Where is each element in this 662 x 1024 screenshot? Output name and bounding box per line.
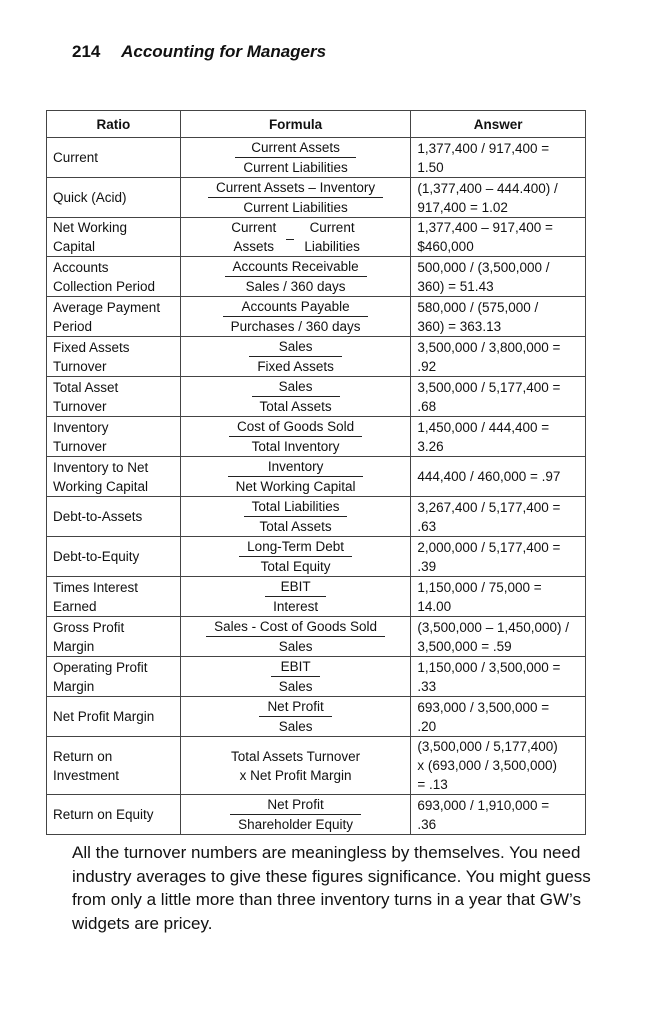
- answer-cell: [411, 657, 586, 697]
- answer-line: 693,000 / 3,500,000 =: [417, 699, 550, 715]
- ratio-name-line: Times Interest: [53, 579, 139, 595]
- answer-cell: [411, 497, 586, 537]
- table-row: [47, 697, 586, 737]
- formula-cell: [180, 697, 411, 737]
- table-row: [47, 178, 586, 218]
- answer-line: = .13: [417, 777, 448, 792]
- formula-numerator: Net Profit: [259, 697, 331, 717]
- ratio-name-line: Turnover: [53, 358, 107, 374]
- answer-line: .68: [417, 398, 437, 414]
- table-row: [47, 337, 586, 377]
- formula-fraction: [249, 337, 342, 376]
- answer-line: 3,267,400 / 5,177,400 =: [417, 499, 561, 515]
- formula-difference: [231, 218, 360, 256]
- answer-line: 444,400 / 460,000 = .97: [417, 469, 561, 484]
- ratio-name-cell: [47, 457, 181, 497]
- formula-term-line: Current: [231, 220, 277, 235]
- formula-numerator: Sales - Cost of Goods Sold: [206, 617, 385, 637]
- table-row: [47, 257, 586, 297]
- formula-text: [231, 747, 360, 785]
- ratio-name-cell: [47, 697, 181, 737]
- answer-line: 693,000 / 1,910,000 =: [417, 797, 550, 813]
- formula-cell: [180, 577, 411, 617]
- ratio-name-cell: [47, 377, 181, 417]
- formula-cell: [180, 377, 411, 417]
- formula-fraction: [225, 257, 367, 296]
- formula-fraction: [235, 138, 355, 177]
- formula-denominator: Total Assets: [259, 399, 332, 414]
- answer-cell: [411, 138, 586, 178]
- formula-cell: [180, 178, 411, 218]
- formula-fraction: [228, 457, 364, 496]
- minus-sign: [286, 239, 294, 240]
- formula-cell: [180, 218, 411, 257]
- formula-cell: [180, 617, 411, 657]
- ratio-name-line: Current: [53, 150, 99, 165]
- formula-denominator: Interest: [273, 599, 319, 614]
- formula-cell: [180, 795, 411, 835]
- formula-numerator: Current Assets: [235, 138, 355, 158]
- ratio-name-line: Capital: [53, 239, 96, 254]
- answer-cell: [411, 337, 586, 377]
- ratio-name-cell: [47, 257, 181, 297]
- table-row: [47, 577, 586, 617]
- formula-fraction: [229, 417, 362, 456]
- formula-denominator: Sales / 360 days: [245, 279, 346, 294]
- ratio-name-line: Debt-to-Assets: [53, 509, 143, 524]
- formula-denominator: Current Liabilities: [243, 200, 348, 215]
- answer-line: 917,400 = 1.02: [417, 199, 508, 215]
- ratio-name-line: Accounts: [53, 259, 109, 275]
- ratio-table: [46, 110, 586, 835]
- formula-numerator: Long-Term Debt: [239, 537, 352, 557]
- formula-term: [231, 218, 276, 256]
- table-row: [47, 737, 586, 795]
- ratio-name-cell: [47, 337, 181, 377]
- formula-numerator: Sales: [249, 337, 342, 357]
- page-number: 214: [72, 42, 101, 61]
- answer-cell: [411, 795, 586, 835]
- answer-line: .33: [417, 678, 437, 694]
- answer-line: 3,500,000 / 5,177,400 =: [417, 379, 561, 395]
- answer-line: 3.26: [417, 438, 444, 454]
- ratio-name-cell: [47, 657, 181, 697]
- page-header: [72, 42, 326, 62]
- answer-line: (3,500,000 / 5,177,400): [417, 739, 558, 754]
- formula-fraction: [208, 178, 383, 217]
- formula-numerator: EBIT: [265, 577, 326, 597]
- answer-cell: [411, 537, 586, 577]
- ratio-name-line: Average Payment: [53, 299, 161, 315]
- ratio-name-line: Inventory to Net: [53, 459, 149, 475]
- ratio-name-line: Net Profit Margin: [53, 709, 155, 724]
- ratio-name-line: Turnover: [53, 398, 107, 414]
- formula-denominator: Total Equity: [260, 559, 331, 574]
- formula-fraction: [271, 657, 321, 696]
- answer-line: 1,377,400 / 917,400 =: [417, 140, 550, 156]
- formula-numerator: Cost of Goods Sold: [229, 417, 362, 437]
- formula-cell: [180, 497, 411, 537]
- formula-numerator: Accounts Receivable: [225, 257, 367, 277]
- answer-cell: [411, 457, 586, 497]
- formula-numerator: Accounts Payable: [223, 297, 369, 317]
- answer-cell: [411, 218, 586, 257]
- formula-cell: [180, 457, 411, 497]
- formula-numerator: Inventory: [228, 457, 364, 477]
- column-header-formula: Formula: [180, 111, 411, 138]
- answer-line: 3,500,000 = .59: [417, 638, 512, 654]
- ratio-name-line: Working Capital: [53, 478, 149, 494]
- ratio-name-line: Period: [53, 318, 93, 334]
- ratio-name-cell: [47, 617, 181, 657]
- formula-fraction: [239, 537, 352, 576]
- formula-cell: [180, 417, 411, 457]
- answer-cell: [411, 417, 586, 457]
- book-title: Accounting for Managers: [121, 42, 327, 61]
- table-row: [47, 795, 586, 835]
- formula-fraction: [223, 297, 369, 336]
- ratio-name-line: Net Working: [53, 220, 128, 235]
- formula-cell: [180, 337, 411, 377]
- ratio-name-cell: [47, 138, 181, 178]
- formula-fraction: [252, 377, 340, 416]
- ratio-name-cell: [47, 218, 181, 257]
- formula-cell: [180, 297, 411, 337]
- table-row: [47, 537, 586, 577]
- answer-line: x (693,000 / 3,500,000): [417, 758, 557, 773]
- ratio-name-cell: [47, 497, 181, 537]
- formula-denominator: Fixed Assets: [257, 359, 334, 374]
- answer-line: 1,377,400 – 917,400 =: [417, 220, 553, 235]
- column-header-ratio: Ratio: [47, 111, 181, 138]
- formula-cell: [180, 737, 411, 795]
- formula-term: [304, 218, 360, 256]
- ratio-name-line: Gross Profit: [53, 619, 125, 635]
- formula-denominator: Sales: [278, 679, 313, 694]
- ratio-name-cell: [47, 297, 181, 337]
- answer-line: 1,450,000 / 444,400 =: [417, 419, 550, 435]
- formula-numerator: Sales: [252, 377, 340, 397]
- answer-line: 360) = 363.13: [417, 318, 502, 334]
- formula-numerator: Current Assets – Inventory: [208, 178, 383, 198]
- ratio-name-line: Total Asset: [53, 379, 119, 395]
- ratio-name-line: Turnover: [53, 438, 107, 454]
- formula-term-line: Assets: [233, 239, 275, 254]
- answer-line: 360) = 51.43: [417, 278, 494, 294]
- table-row: [47, 218, 586, 257]
- answer-cell: [411, 577, 586, 617]
- formula-line: x Net Profit Margin: [239, 767, 352, 783]
- table-row: [47, 138, 586, 178]
- answer-line: .20: [417, 718, 437, 734]
- ratio-name-line: Inventory: [53, 419, 109, 435]
- table-row: [47, 617, 586, 657]
- ratio-name-cell: [47, 417, 181, 457]
- column-header-answer: Answer: [411, 111, 586, 138]
- answer-cell: [411, 617, 586, 657]
- ratio-name-cell: [47, 795, 181, 835]
- ratio-name-line: Investment: [53, 767, 120, 783]
- answer-line: 14.00: [417, 598, 452, 614]
- ratio-name-line: Margin: [53, 638, 95, 654]
- table-row: [47, 417, 586, 457]
- formula-denominator: Sales: [278, 639, 313, 654]
- ratio-name-line: Return on: [53, 748, 113, 764]
- formula-cell: [180, 138, 411, 178]
- ratio-name-cell: [47, 537, 181, 577]
- answer-line: (1,377,400 – 444.400) /: [417, 180, 558, 196]
- answer-cell: [411, 297, 586, 337]
- formula-term-line: Current: [309, 220, 355, 235]
- table-header-row: [47, 111, 586, 138]
- ratio-name-line: Fixed Assets: [53, 339, 130, 355]
- ratio-name-line: Return on Equity: [53, 807, 154, 822]
- ratio-name-line: Quick (Acid): [53, 190, 127, 205]
- formula-cell: [180, 257, 411, 297]
- answer-line: .63: [417, 518, 437, 534]
- table-row: [47, 457, 586, 497]
- answer-line: (3,500,000 – 1,450,000) /: [417, 619, 570, 635]
- answer-line: 500,000 / (3,500,000 /: [417, 259, 550, 275]
- formula-fraction: [206, 617, 385, 656]
- answer-line: .36: [417, 816, 437, 832]
- answer-cell: [411, 737, 586, 795]
- answer-line: 3,500,000 / 3,800,000 =: [417, 339, 561, 355]
- ratio-name-line: Margin: [53, 678, 95, 694]
- answer-line: .39: [417, 558, 437, 574]
- formula-term-line: Liabilities: [304, 239, 360, 254]
- answer-line: 1.50: [417, 159, 444, 175]
- formula-denominator: Purchases / 360 days: [230, 319, 361, 334]
- ratio-name-cell: [47, 577, 181, 617]
- ratio-table-body: [47, 138, 586, 835]
- table-row: [47, 377, 586, 417]
- body-paragraph: All the turnover numbers are meaningless by themselves. You need industry averages to give these figures significance. You might guess from only a little more than three inventory turns in a year that GW’s widgets are pricey.: [72, 843, 591, 933]
- formula-numerator: Total Liabilities: [244, 497, 348, 517]
- answer-line: 580,000 / (575,000 /: [417, 299, 539, 315]
- table-row: [47, 297, 586, 337]
- answer-line: 2,000,000 / 5,177,400 =: [417, 539, 561, 555]
- answer-cell: [411, 377, 586, 417]
- answer-cell: [411, 697, 586, 737]
- ratio-name-cell: [47, 737, 181, 795]
- formula-denominator: Total Assets: [259, 519, 332, 534]
- answer-line: 1,150,000 / 3,500,000 =: [417, 659, 561, 675]
- formula-denominator: Net Working Capital: [235, 479, 356, 494]
- answer-cell: [411, 257, 586, 297]
- table-row: [47, 497, 586, 537]
- answer-line: .92: [417, 358, 437, 374]
- formula-cell: [180, 657, 411, 697]
- formula-numerator: Net Profit: [230, 795, 361, 815]
- formula-fraction: [244, 497, 348, 536]
- formula-denominator: Shareholder Equity: [238, 817, 353, 832]
- formula-denominator: Sales: [278, 719, 313, 734]
- answer-cell: [411, 178, 586, 218]
- ratio-name-cell: [47, 178, 181, 218]
- table-row: [47, 657, 586, 697]
- ratio-name-line: Debt-to-Equity: [53, 549, 140, 564]
- formula-fraction: [259, 697, 331, 736]
- answer-line: 1,150,000 / 75,000 =: [417, 579, 542, 595]
- formula-numerator: EBIT: [271, 657, 321, 677]
- ratio-name-line: Operating Profit: [53, 659, 148, 675]
- formula-fraction: [230, 795, 361, 834]
- answer-line: $460,000: [417, 239, 474, 254]
- ratio-name-line: Collection Period: [53, 278, 156, 294]
- ratio-name-line: Earned: [53, 598, 97, 614]
- formula-denominator: Total Inventory: [251, 439, 340, 454]
- formula-fraction: [265, 577, 326, 616]
- formula-denominator: Current Liabilities: [243, 160, 348, 175]
- formula-line: Total Assets Turnover: [231, 748, 361, 764]
- formula-cell: [180, 537, 411, 577]
